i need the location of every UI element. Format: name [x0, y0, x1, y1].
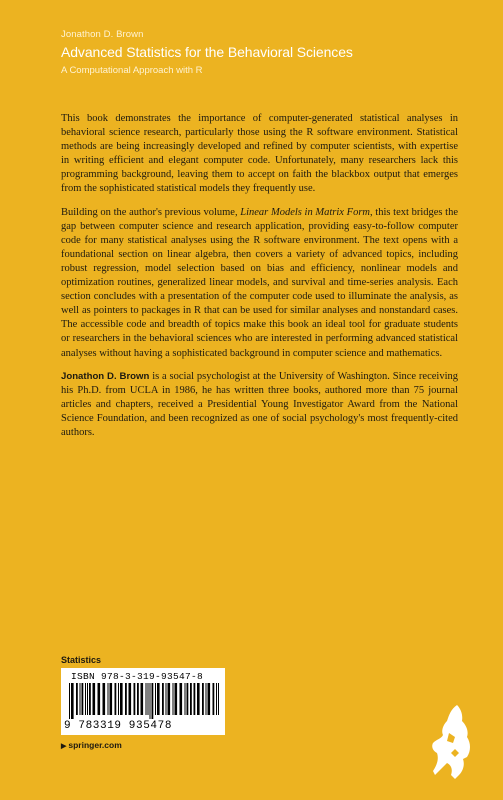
author-bio-name: Jonathon D. Brown	[61, 370, 150, 382]
author-bio	[61, 370, 458, 440]
barcode-bar	[82, 683, 84, 715]
barcode-bar	[148, 683, 149, 715]
barcode-bar	[98, 683, 101, 715]
barcode-bar	[150, 683, 151, 719]
barcode-bar	[80, 683, 81, 715]
barcode-bar	[137, 683, 139, 715]
barcode-bar	[190, 683, 192, 715]
barcode-bar	[125, 683, 127, 715]
barcode-bar	[87, 683, 88, 715]
blurb-paragraph-2-start: Building on the author's previous volume,	[61, 206, 241, 218]
previous-volume-title: Linear Models in Matrix Form	[240, 206, 370, 218]
barcode-bar	[110, 683, 113, 715]
blurb-paragraph-2-rest: , this text bridges the gap between computer science and research application, providing easy-to-follow computer code for many statistical analyses using the R software environment. The text opens with a foundational section on linear algebra, then covers a variety of advanced topics, including robust regression, model selection based on bias and efficiency, nonlinear models and optimization routines, generalized linear models, and survival and time-series analysis. Each section concludes with a presentation of the computer code used to illuminate the analysis, as well as pointers to packages in R that can be used for similar analyses and nonstandard cases. The accessible code and breadth of topics make this book an ideal tool for graduate students or researchers in the behavioral sciences who are interested in performing advanced statistical analyses without having a sophisticated background in computer science and mathematics.	[61, 206, 459, 359]
barcode-bar	[71, 683, 74, 719]
book-subtitle: A Computational Approach with R	[61, 65, 203, 76]
barcode-bar	[103, 683, 106, 715]
category-label: Statistics	[61, 655, 102, 665]
website-text: springer.com	[68, 740, 122, 750]
barcode-bar	[197, 683, 200, 715]
barcode-bar	[213, 683, 215, 715]
barcode-bars	[69, 683, 219, 719]
barcode-bar	[120, 683, 123, 715]
barcode-bar	[173, 683, 174, 715]
barcode-box	[61, 668, 225, 735]
barcode-bar	[146, 683, 147, 715]
barcode-bar	[162, 683, 164, 715]
barcode-bar	[208, 683, 211, 715]
barcode-bar	[118, 683, 119, 715]
barcode-bar	[185, 683, 186, 715]
barcode-bar	[152, 683, 154, 719]
barcode-bar	[180, 683, 183, 715]
barcode-bar	[69, 683, 70, 719]
header	[61, 29, 483, 76]
barcode-bar	[155, 683, 156, 715]
author-name: Jonathon D. Brown	[61, 29, 144, 40]
barcode-bar	[129, 683, 132, 715]
book-title: Advanced Statistics for the Behavioral Sciences	[61, 44, 353, 60]
barcode-bar	[141, 683, 144, 715]
barcode-bar	[206, 683, 207, 715]
barcode-bar	[93, 683, 96, 715]
barcode-bar	[216, 683, 217, 715]
barcode-bar	[168, 683, 171, 715]
website-link[interactable]	[61, 740, 122, 750]
blurb-paragraph-2	[61, 206, 458, 361]
barcode-bar	[166, 683, 167, 715]
barcode-bar	[134, 683, 136, 715]
springer-horse-logo	[427, 703, 473, 783]
triangle-right-icon: ▶	[61, 743, 67, 750]
barcode-bar	[202, 683, 204, 715]
barcode-bar	[157, 683, 160, 715]
barcode-bar	[115, 683, 117, 715]
blurb	[61, 112, 458, 449]
barcode-bar	[108, 683, 109, 715]
isbn-text: ISBN 978-3-319-93547-8	[71, 671, 204, 682]
barcode-bar	[85, 683, 86, 715]
barcode-bar	[175, 683, 178, 715]
barcode-bar	[187, 683, 189, 715]
barcode-bar	[89, 683, 91, 715]
barcode-bar	[76, 683, 78, 715]
barcode-bar	[194, 683, 196, 715]
barcode-bar	[218, 683, 219, 715]
blurb-paragraph-1: This book demonstrates the importance of computer-generated statistical analyses in behavioral science research, particularly those using the R software environment. Statistical methods are being increasingly developed and refined by computer scientists, with expertise in writing efficient and elegant computer code. Unfortunately, many researchers lack this programming background, leaving them to accept on faith the blackbox output that emerges from the sophisticated statistical models they frequently use.	[61, 113, 458, 195]
barcode-digits: 9 783319 935478	[64, 720, 173, 732]
author-bio-text: is a social psychologist at the University of Washington. Since receiving his Ph.D. from UCLA in 1986, he has written three books, authored more than 75 journal articles and chapters, received a Presidential Young Investigator Award from the National Science Foundation, and been recognized as one of social psychology's most frequently-cited authors.	[61, 370, 458, 438]
